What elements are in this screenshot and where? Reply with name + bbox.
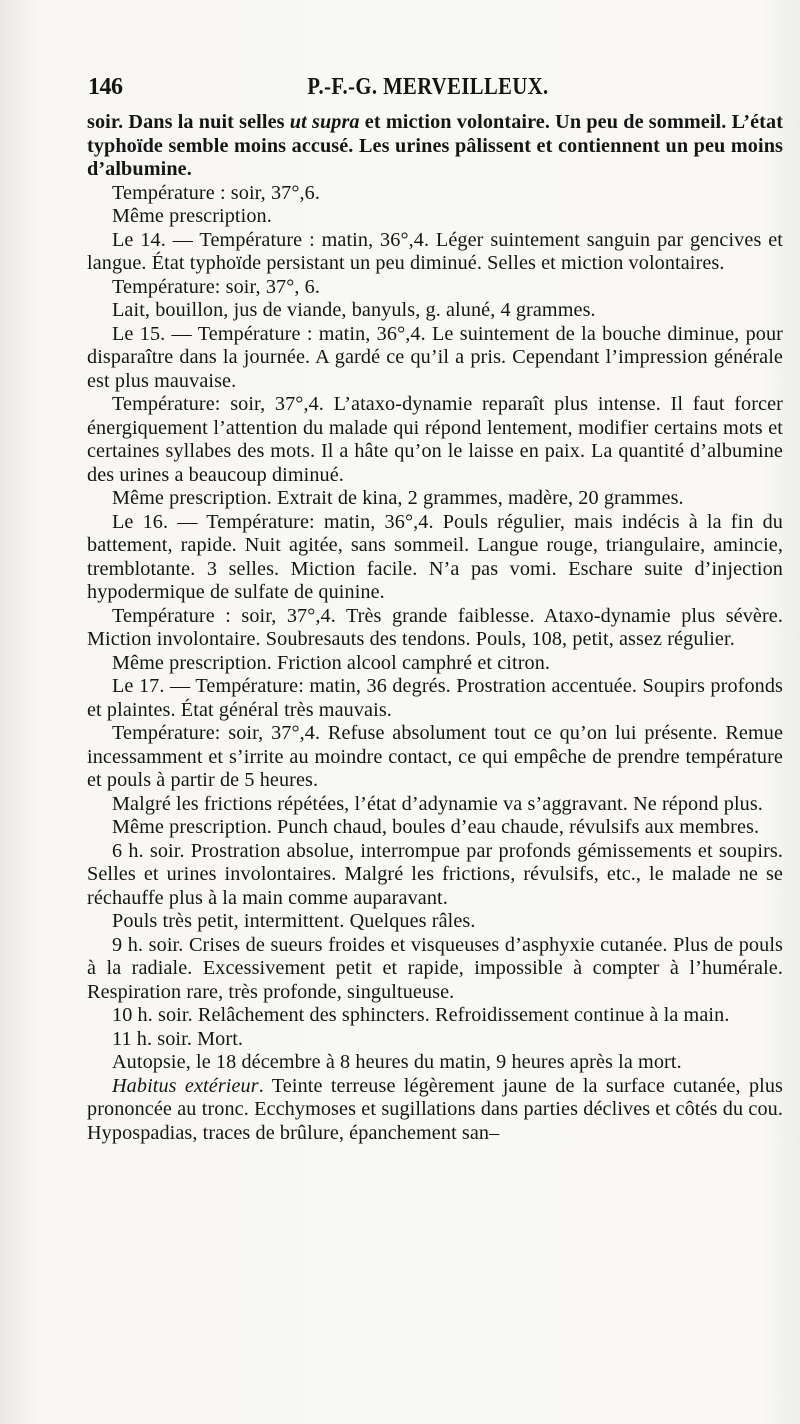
paragraph: Température : soir, 37°,4. Très grande faiblesse. Ataxo-dynamie plus sévère. Miction involontaire. Soubresauts des tendons. Pouls, 108, petit, assez régulier. — [87, 604, 783, 650]
paragraph: 11 h. soir. Mort. — [112, 1027, 244, 1050]
paragraph: soir. Dans la nuit selles ut supra et miction volontaire. Un peu de sommeil. L’état typhoïde semble moins accusé. Les urines pâlissent et contiennent un peu moins d’albumine. — [87, 111, 784, 180]
paragraph: 9 h. soir. Crises de sueurs froides et visqueuses d’asphyxie cutanée. Plus de pouls à la radiale. Excessivement petit et rapide, impossible à compter à l’humérale. Respiration rare, très profonde, singultueuse. — [87, 933, 783, 1003]
paragraph: Température: soir, 37°, 6. — [112, 275, 321, 298]
paragraph: Malgré les frictions répétées, l’état d’adynamie va s’aggravant. Ne répond plus. — [112, 792, 763, 815]
paragraph: 10 h. soir. Relâchement des sphincters. Refroidissement continue à la main. — [112, 1004, 730, 1026]
paragraph: Température: soir, 37°,4. L’ataxo-dynamie reparaît plus intense. Il faut forcer énergiquement l’attention du malade qui répond lentement, modifier certains mots et certaines syllabes des mots. Il a hâte qu’on le laisse en paix. La quantité d’albumine des urines a beaucoup diminué. — [87, 393, 783, 486]
paragraph: Même prescription. — [112, 205, 272, 227]
paragraph: Même prescription. Punch chaud, boules d’eau chaude, révulsifs aux membres. — [112, 816, 760, 838]
paragraph: Lait, bouillon, jus de viande, banyuls, g. aluné, 4 grammes. — [112, 299, 596, 321]
paragraph: Le 17. — Température: matin, 36 degrés. Prostration accentuée. Soupirs profonds et plaintes. État général très mauvais. — [87, 675, 783, 721]
paragraph: Même prescription. Extrait de kina, 2 grammes, madère, 20 grammes. — [112, 487, 684, 509]
paragraph: Température : soir, 37°,6. — [112, 181, 321, 204]
paragraph: Le 15. — Température : matin, 36°,4. Le suintement de la bouche diminue, pour disparaître dans la journée. A gardé ce qu’il a pris. Cependant l’impression générale est plus mauvaise. — [87, 322, 783, 392]
body-text — [87, 111, 783, 1145]
paragraph: Même prescription. Friction alcool camphré et citron. — [112, 651, 551, 674]
paragraph: Pouls très petit, intermittent. Quelques râles. — [112, 910, 476, 932]
paragraph: 6 h. soir. Prostration absolue, interrompue par profonds gémissements et soupirs. Selles et urines involontaires. Malgré les frictions, révulsifs, etc., le malade ne se réchauffe plus à la main comme auparavant. — [87, 839, 783, 909]
page-number: 146 — [88, 74, 123, 100]
paragraph: Habitus extérieur. Teinte terreuse légèrement jaune de la surface cutanée, plus prononcée au tronc. Ecchymoses et sugillations dans parties déclives et côtés du cou. Hypospadias, traces de brûlure, épanchement san– — [87, 1074, 784, 1144]
running-title: P.-F.-G. MERVEILLEUX. — [307, 74, 549, 100]
paragraph: Le 14. — Température : matin, 36°,4. Léger suintement sanguin par gencives et langue. État typhoïde persistant un peu diminué. Selles et miction volontaires. — [87, 228, 783, 274]
page-header — [88, 70, 768, 106]
paragraph: Température: soir, 37°,4. Refuse absolument tout ce qu’on lui présente. Remue incessamment et s’irrite au moindre contact, ce qui empêche de prendre température et pouls à partir de 5 heures. — [87, 722, 783, 791]
paragraph: Autopsie, le 18 décembre à 8 heures du matin, 9 heures après la mort. — [112, 1051, 682, 1073]
paragraph: Le 16. — Température: matin, 36°,4. Pouls régulier, mais indécis à la fin du battement, rapide. Nuit agitée, sans sommeil. Langue rouge, triangulaire, amincie, tremblotante. 3 selles. Miction facile. N’a pas vomi. Eschare suite d’injection hypodermique de sulfate de quinine. — [87, 510, 783, 603]
